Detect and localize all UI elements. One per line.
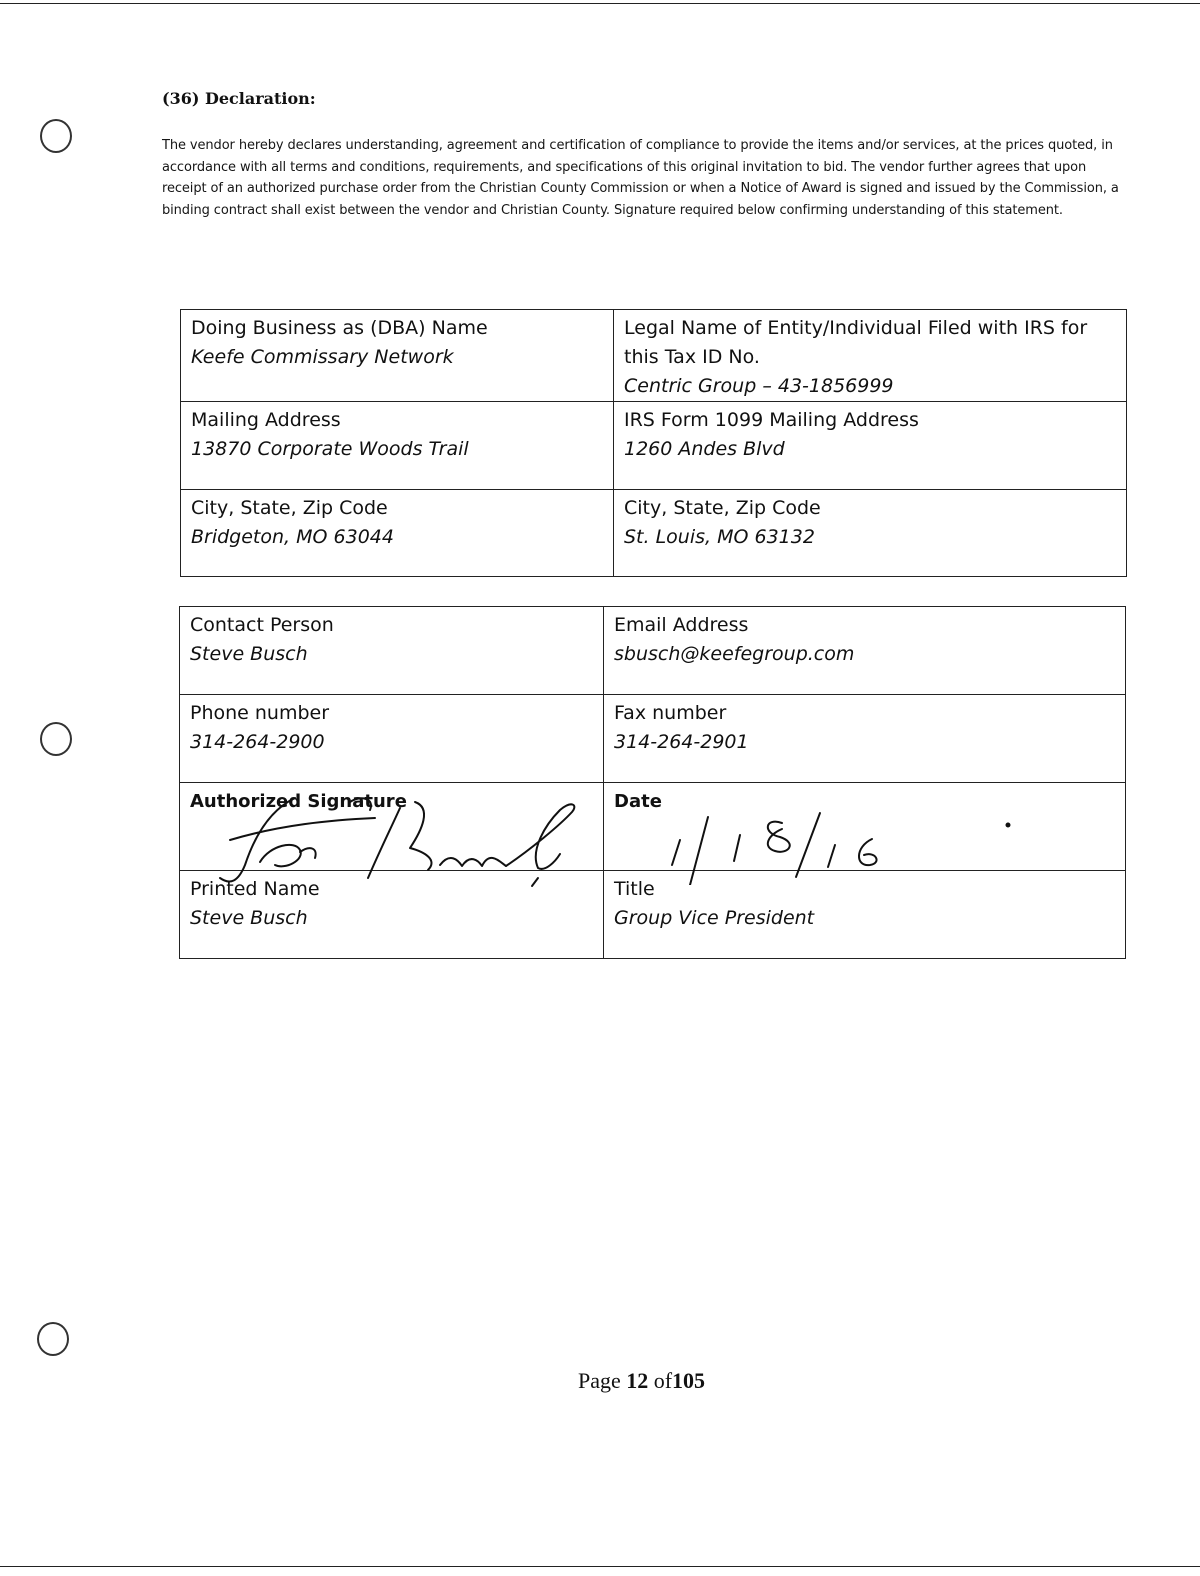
contact-person-cell: [180, 607, 604, 695]
entity-info-table: [180, 309, 1127, 577]
table-row: [180, 871, 1126, 959]
phone-label: Phone number: [190, 702, 330, 724]
contact-person-label: Contact Person: [190, 614, 334, 636]
table-row: [181, 310, 1127, 402]
date-cell: [604, 783, 1126, 871]
email-cell: [604, 607, 1126, 695]
page-number: [0, 1368, 1200, 1394]
legal-name-cell: [614, 310, 1127, 402]
declaration-paragraph: The vendor hereby declares understanding, agreement and certification of compliance to provide the items and/or services, at the prices quoted, in accordance with all terms and conditions, requirements, and specifications of this original invitation to bid. The vendor further agrees that upon receipt of an authorized purchase order from the Christian County Commission or when a Notice of Award is signed and issued by the Commission, a binding contract shall exist between the vendor and Christian County. Signature required below confirming understanding of this statement.: [162, 138, 1119, 218]
section-heading: (36) Declaration:: [162, 89, 316, 108]
irs-city-state-zip-value: St. Louis, MO 63132: [624, 526, 815, 548]
authorized-signature-cell: [180, 783, 604, 871]
irs-mailing-address-label: IRS Form 1099 Mailing Address: [624, 409, 919, 431]
irs-city-state-zip-cell: [614, 490, 1127, 577]
city-state-zip-value: Bridgeton, MO 63044: [191, 526, 394, 548]
legal-name-value: Centric Group – 43-1856999: [624, 375, 894, 397]
city-state-zip-cell: [181, 490, 614, 577]
contact-person-value: Steve Busch: [190, 643, 308, 665]
punch-hole-icon: [40, 722, 72, 756]
city-state-zip-label: City, State, Zip Code: [191, 497, 388, 519]
page-total: 105: [672, 1368, 706, 1393]
page-of: of: [653, 1368, 673, 1393]
printed-name-value: Steve Busch: [190, 907, 308, 929]
dba-cell: [181, 310, 614, 402]
bottom-rule: [0, 1566, 1200, 1567]
punch-hole-icon: [37, 1322, 69, 1356]
title-cell: [604, 871, 1126, 959]
date-label: Date: [614, 791, 662, 812]
fax-label: Fax number: [614, 702, 727, 724]
punch-hole-icon: [40, 119, 72, 153]
table-row: [181, 402, 1127, 490]
table-row: [180, 607, 1126, 695]
dba-label: Doing Business as (DBA) Name: [191, 317, 488, 339]
phone-value: 314-264-2900: [190, 731, 325, 753]
legal-name-label: Legal Name of Entity/Individual Filed with IRS for: [624, 317, 1088, 339]
authorized-signature-label: Authorized Signature: [190, 791, 407, 812]
table-row: [181, 490, 1127, 577]
phone-cell: [180, 695, 604, 783]
page-prefix: Page: [577, 1368, 621, 1393]
mailing-address-label: Mailing Address: [191, 409, 341, 431]
contact-info-table: [179, 606, 1126, 959]
legal-name-label-2: this Tax ID No.: [624, 346, 760, 368]
email-label: Email Address: [614, 614, 749, 636]
table-row: [180, 783, 1126, 871]
top-rule: [0, 3, 1200, 4]
dba-value: Keefe Commissary Network: [191, 346, 454, 368]
table-row: [180, 695, 1126, 783]
fax-value: 314-264-2901: [614, 731, 749, 753]
mailing-address-value: 13870 Corporate Woods Trail: [191, 438, 469, 460]
title-value: Group Vice President: [614, 907, 815, 929]
printed-name-cell: [180, 871, 604, 959]
printed-name-label: Printed Name: [190, 878, 320, 900]
email-value: sbusch@keefegroup.com: [614, 643, 855, 665]
mailing-address-cell: [181, 402, 614, 490]
irs-mailing-address-value: 1260 Andes Blvd: [624, 438, 785, 460]
title-label: Title: [614, 878, 655, 900]
page-current: 12: [626, 1368, 649, 1393]
fax-cell: [604, 695, 1126, 783]
irs-mailing-address-cell: [614, 402, 1127, 490]
irs-city-state-zip-label: City, State, Zip Code: [624, 497, 821, 519]
